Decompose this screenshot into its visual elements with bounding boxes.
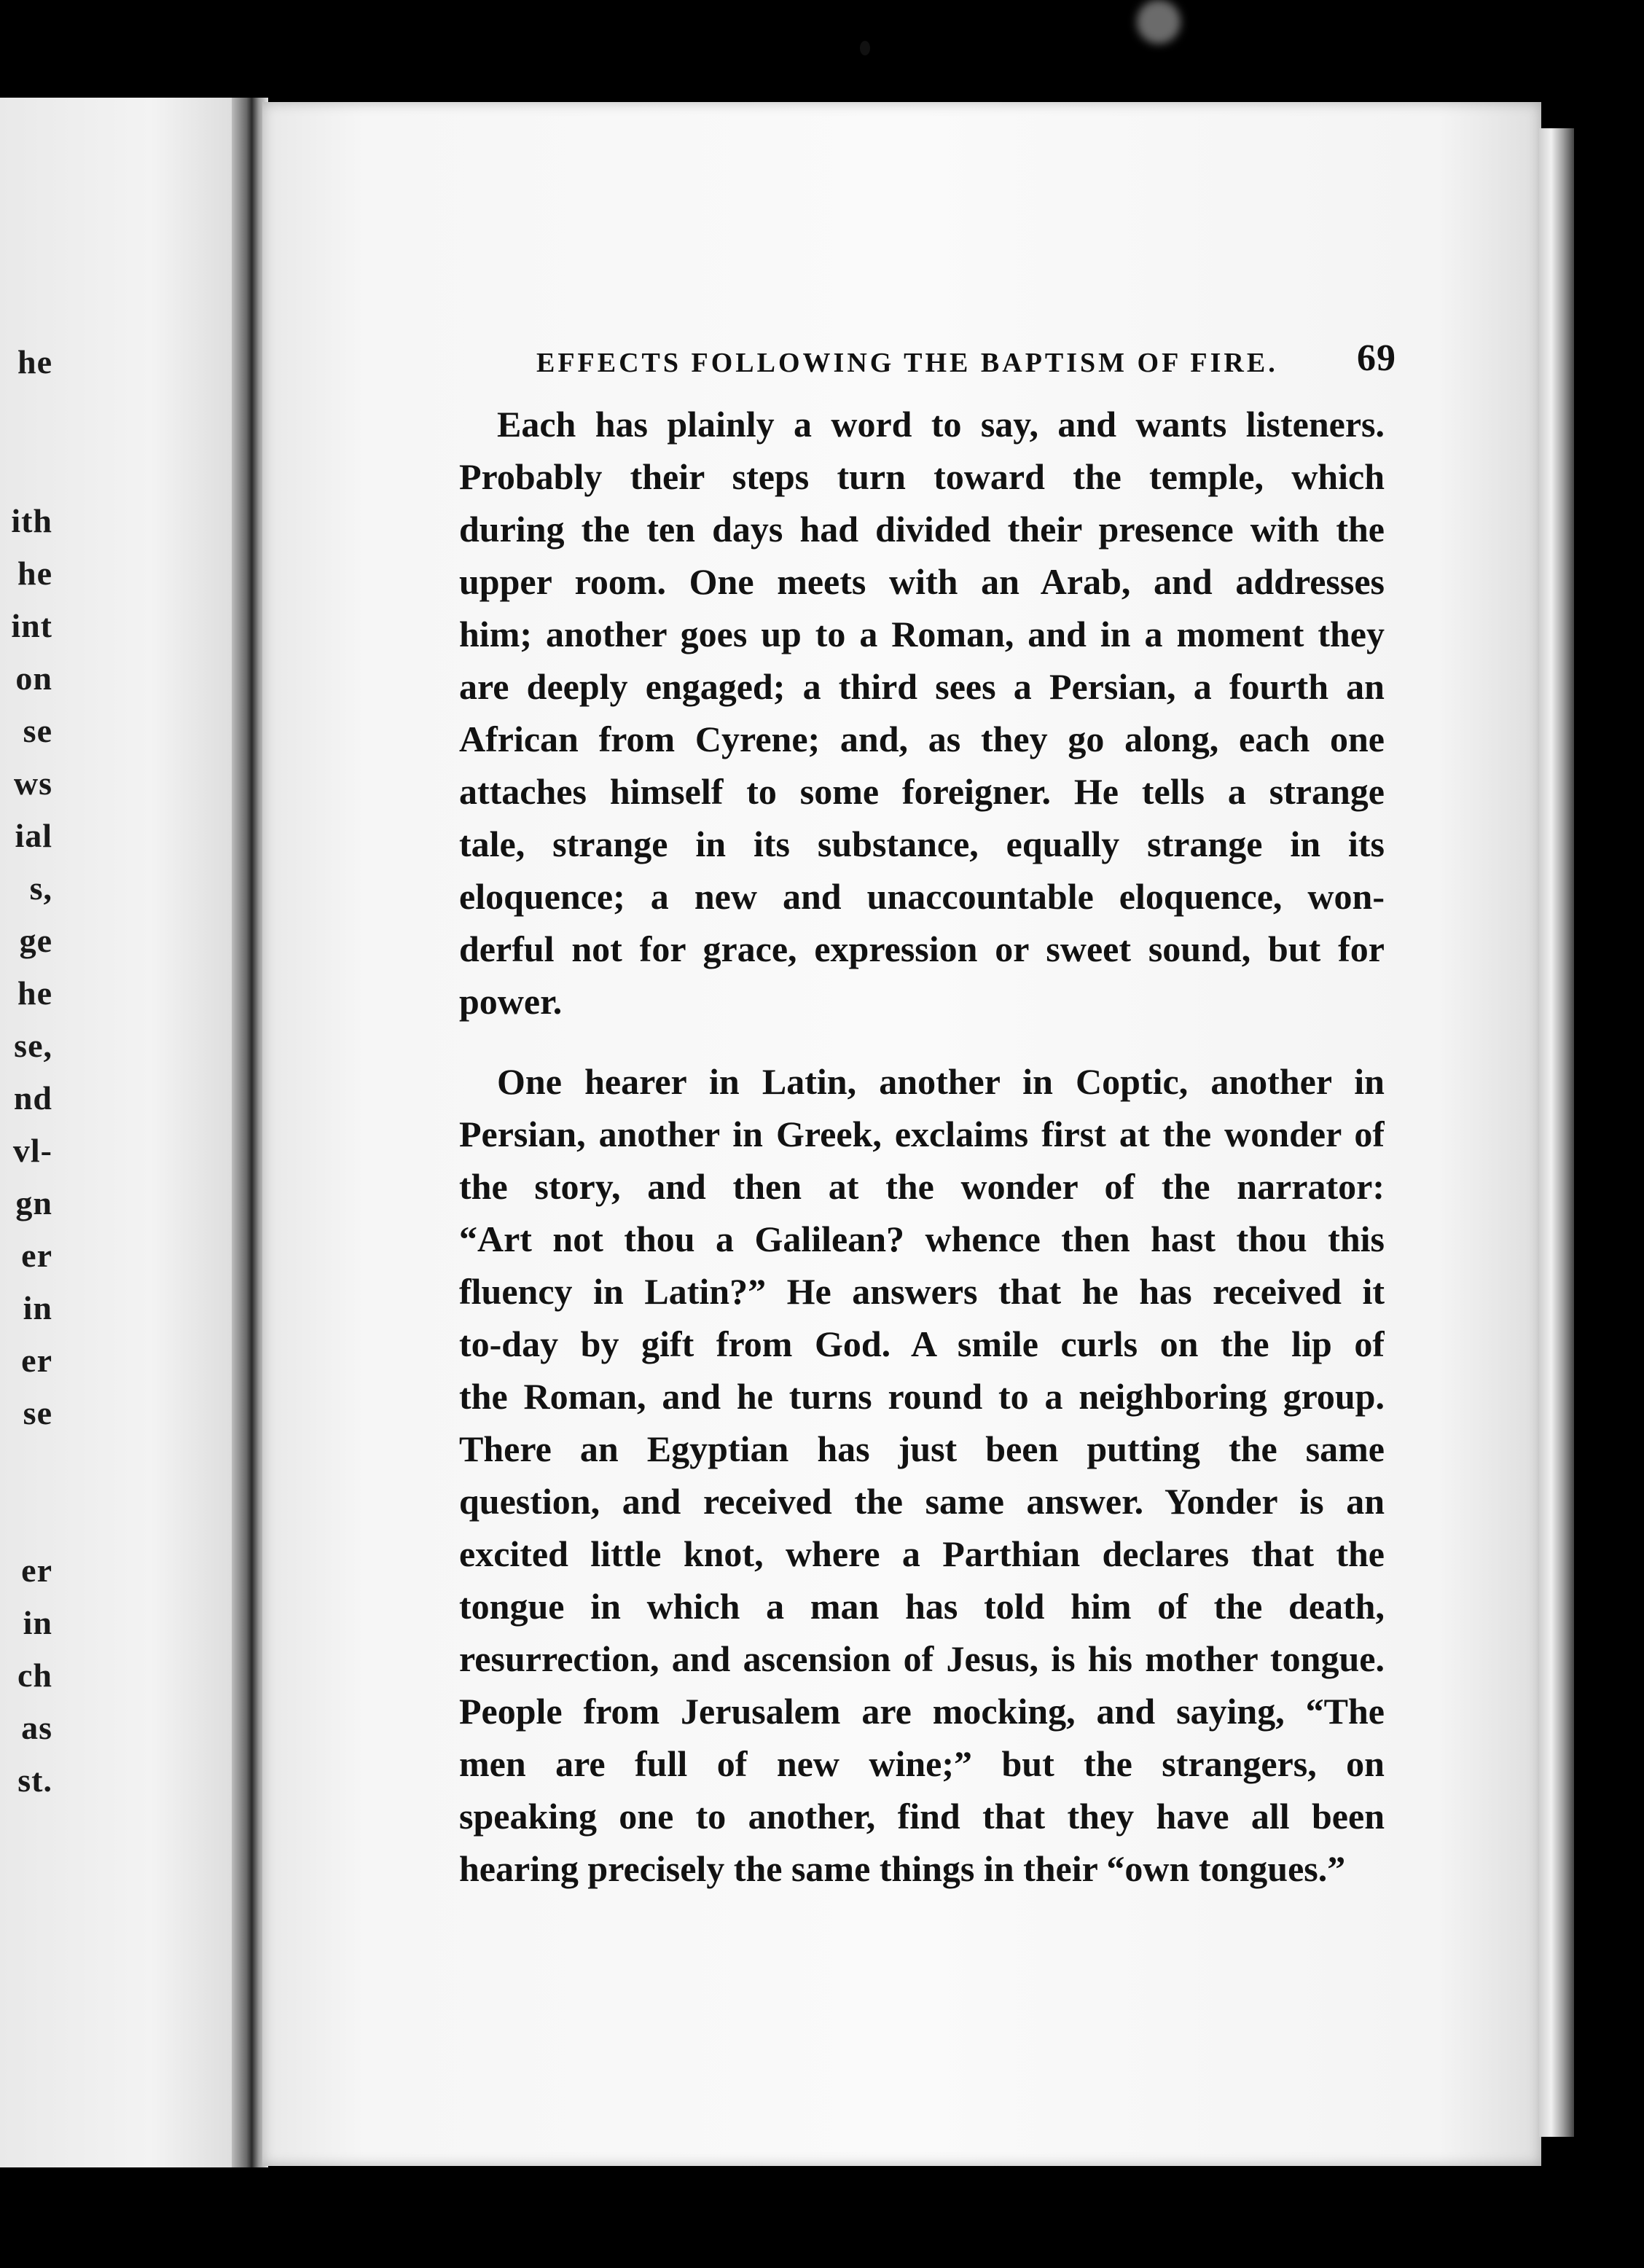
previous-page-line-fragment: in [23, 1289, 52, 1326]
text-line: are deeply engaged; a third sees a Persian, a fourth an [459, 666, 1385, 707]
previous-page-fragment [0, 98, 251, 2167]
previous-page-line-fragment: int [11, 607, 52, 644]
running-head-title: EFFECTS FOLLOWING THE BAPTISM OF FIRE. [536, 348, 1278, 378]
text-line: the story, and then at the wonder of the narrator: [459, 1166, 1385, 1207]
previous-page-line-fragment: ch [17, 1657, 52, 1694]
scan-blur-spot [1137, 0, 1181, 44]
previous-page-line-fragment: ge [19, 922, 52, 959]
previous-page-line-fragment: er [21, 1552, 52, 1589]
previous-page-line-fragment: he [17, 555, 52, 592]
text-line: attaches himself to some foreigner. He tells a strange [459, 771, 1385, 812]
previous-page-line-fragment: ws [13, 765, 52, 802]
text-line: tale, strange in its substance, equally strange in its [459, 824, 1385, 864]
text-line: upper room. One meets with an Arab, and addresses [459, 561, 1385, 602]
previous-page-line-endings [0, 98, 251, 2167]
body-text [459, 398, 1385, 1895]
previous-page-line-fragment: on [15, 660, 52, 697]
text-line: excited little knot, where a Parthian declares that the [459, 1533, 1385, 1574]
running-header [536, 337, 1396, 388]
text-line: the Roman, and he turns round to a neighboring group. [459, 1376, 1385, 1417]
previous-page-line-fragment: as [21, 1709, 52, 1746]
previous-page-line-fragment: se [23, 1394, 52, 1431]
previous-page-line-fragment: se, [14, 1027, 52, 1064]
text-line: One hearer in Latin, another in Coptic, another in [497, 1061, 1385, 1102]
previous-page-line-fragment: he [17, 974, 52, 1012]
text-line: resurrection, and ascension of Jesus, is his mother tongue. [459, 1638, 1385, 1679]
text-line: question, and received the same answer. Yonder is an [459, 1481, 1385, 1522]
text-line: eloquence; a new and unaccountable eloquence, won- [459, 876, 1385, 917]
text-line: during the ten days had divided their presence with the [459, 509, 1385, 550]
text-line: to-day by gift from God. A smile curls on the lip of [459, 1323, 1385, 1364]
text-line: him; another goes up to a Roman, and in a moment they [459, 614, 1385, 654]
previous-page-line-fragment: er [21, 1237, 52, 1274]
previous-page-line-fragment: st. [17, 1761, 52, 1799]
text-line: Probably their steps turn toward the temple, which [459, 456, 1385, 497]
text-line: hearing precisely the same things in their “own tongues.” [459, 1848, 1346, 1889]
text-line: speaking one to another, find that they have all been [459, 1796, 1385, 1837]
text-line: “Art not thou a Galilean? whence then hast thou this [459, 1219, 1385, 1259]
text-line: derful not for grace, expression or sweet sound, but for [459, 928, 1385, 969]
text-line: Each has plainly a word to say, and wants listeners. [497, 404, 1385, 445]
text-line: African from Cyrene; and, as they go along, each one [459, 719, 1385, 759]
paragraph [459, 398, 1385, 1028]
text-line: There an Egyptian has just been putting the same [459, 1428, 1385, 1469]
previous-page-line-fragment: nd [13, 1079, 52, 1117]
previous-page-line-fragment: he [17, 343, 52, 380]
previous-page-line-fragment: vl- [12, 1132, 52, 1169]
previous-page-line-fragment: ith [11, 502, 52, 539]
previous-page-line-fragment: in [23, 1604, 52, 1641]
scan-speck [860, 41, 870, 55]
text-line: People from Jerusalem are mocking, and saying, “The [459, 1691, 1385, 1732]
previous-page-line-fragment: se [23, 712, 52, 749]
paragraph [459, 1055, 1385, 1895]
previous-page-line-fragment: er [21, 1342, 52, 1379]
previous-page-line-fragment: s, [29, 869, 52, 907]
previous-page-line-fragment: gn [15, 1184, 52, 1221]
page-edge [1539, 128, 1574, 2137]
text-line: power. [459, 981, 563, 1022]
text-line: tongue in which a man has told him of the death, [459, 1586, 1385, 1627]
text-line: fluency in Latin?” He answers that he has received it [459, 1271, 1385, 1312]
text-line: Persian, another in Greek, exclaims first at the wonder of [459, 1114, 1385, 1154]
page-number: 69 [1357, 337, 1396, 379]
previous-page-line-fragment: ial [15, 817, 52, 854]
text-line: men are full of new wine;” but the strangers, on [459, 1743, 1385, 1784]
